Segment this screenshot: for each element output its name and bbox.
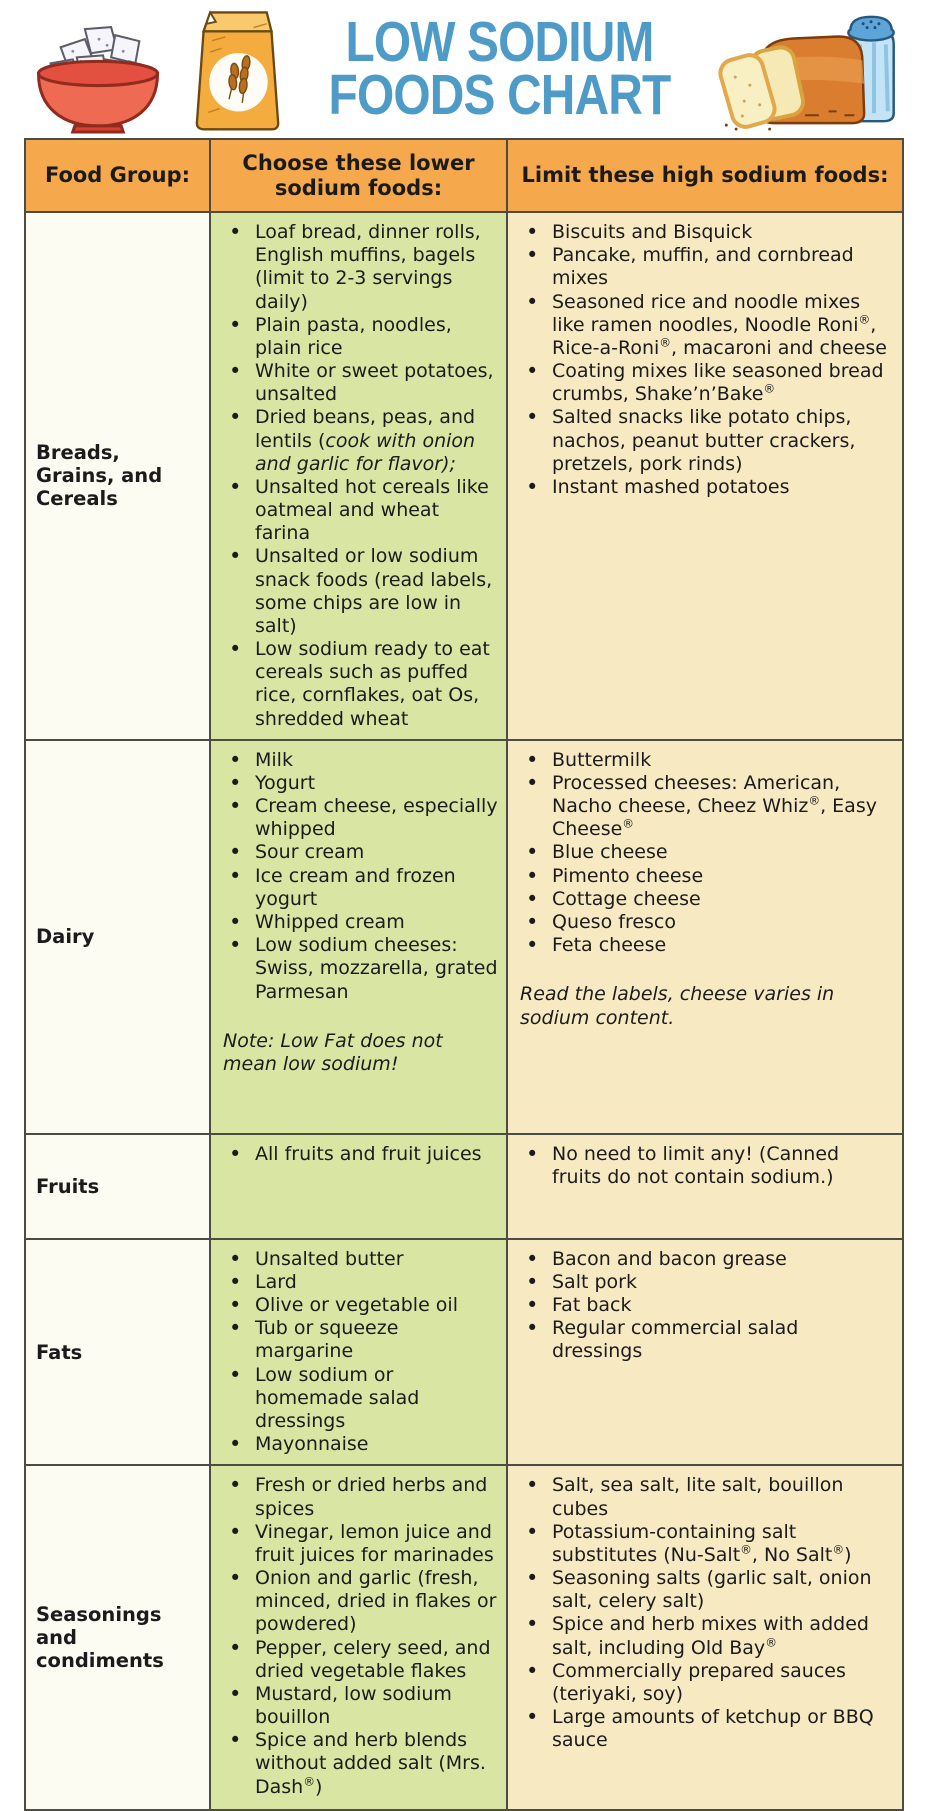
page-title bbox=[328, 10, 671, 127]
list-item: • Unsalted hot cereals like oatmeal and wheat farina bbox=[215, 476, 502, 546]
list-item: • Regular commercial salad dressings bbox=[512, 1317, 898, 1363]
list-item: • Onion and garlic (fresh, minced, dried in flakes or powdered) bbox=[215, 1567, 502, 1637]
list-item: • Lard bbox=[215, 1271, 502, 1294]
list-item: • Dried beans, peas, and lentils (cook with onion and garlic for flavor); bbox=[215, 406, 502, 476]
limit-foods-cell bbox=[507, 212, 903, 740]
food-group-cell bbox=[25, 1465, 210, 1810]
choose-foods-list bbox=[215, 221, 502, 731]
choose-foods-list bbox=[215, 1143, 502, 1166]
list-item: • Processed cheeses: American, Nacho cheese, Cheez Whiz®, Easy Cheese® bbox=[512, 772, 898, 842]
flour-bag-icon bbox=[180, 3, 296, 135]
header-limit: Limit these high sodium foods: bbox=[507, 139, 903, 212]
limit-foods-cell bbox=[507, 1134, 903, 1239]
list-item: • No need to limit any! (Canned fruits do not contain sodium.) bbox=[512, 1143, 898, 1189]
list-item: • Seasoned rice and noodle mixes like ramen noodles, Noodle Roni®, Rice-a-Roni®, macaroni and cheese bbox=[512, 291, 898, 361]
list-item: • Coating mixes like seasoned bread crumbs, Shake’n’Bake® bbox=[512, 360, 898, 406]
choose-foods-note: Note: Low Fat does not mean low sodium! bbox=[223, 1029, 443, 1075]
choose-foods-cell bbox=[210, 1239, 507, 1466]
list-item: • Cottage cheese bbox=[512, 888, 898, 911]
list-item: • Fresh or dried herbs and spices bbox=[215, 1474, 502, 1520]
choose-foods-cell bbox=[210, 740, 507, 1134]
header-choose: Choose these lower sodium foods: bbox=[210, 139, 507, 212]
bread-and-salt-illustration bbox=[703, 5, 915, 133]
list-item: • White or sweet potatoes, unsalted bbox=[215, 360, 502, 406]
list-item: • Cream cheese, especially whipped bbox=[215, 795, 502, 841]
limit-foods-list bbox=[512, 749, 898, 958]
list-item: • Pancake, muffin, and cornbread mixes bbox=[512, 244, 898, 290]
list-item: • Commercially prepared sauces (teriyaki, soy) bbox=[512, 1660, 898, 1706]
list-item: • Fat back bbox=[512, 1294, 898, 1317]
food-group-label: Fats bbox=[36, 1340, 83, 1364]
list-item: • Mustard, low sodium bouillon bbox=[215, 1683, 502, 1729]
food-group-cell bbox=[25, 1239, 210, 1466]
list-item: • Buttermilk bbox=[512, 749, 898, 772]
choose-foods-cell bbox=[210, 1134, 507, 1239]
list-item: • Seasoning salts (garlic salt, onion salt, celery salt) bbox=[512, 1567, 898, 1613]
food-group-cell bbox=[25, 1134, 210, 1239]
list-item: • Bacon and bacon grease bbox=[512, 1248, 898, 1271]
limit-foods-list bbox=[512, 1143, 898, 1189]
left-illustrations bbox=[22, 3, 296, 135]
sugar-bowl-icon bbox=[22, 19, 174, 135]
list-item: • All fruits and fruit juices bbox=[215, 1143, 502, 1166]
title-line-1: LOW SODIUM bbox=[345, 10, 654, 74]
list-item: • Biscuits and Bisquick bbox=[512, 221, 898, 244]
limit-foods-cell bbox=[507, 740, 903, 1134]
limit-foods-cell bbox=[507, 1239, 903, 1466]
low-sodium-foods-table bbox=[24, 138, 904, 1811]
list-item: • Yogurt bbox=[215, 772, 502, 795]
food-group-label: Seasonings and condiments bbox=[36, 1603, 164, 1673]
table-row bbox=[25, 1134, 903, 1239]
food-group-cell bbox=[25, 212, 210, 740]
list-item: • Pepper, celery seed, and dried vegetable flakes bbox=[215, 1637, 502, 1683]
list-item: • Low sodium ready to eat cereals such as puffed rice, cornflakes, oat Os, shredded wheat bbox=[215, 638, 502, 731]
list-item: • Queso fresco bbox=[512, 911, 898, 934]
table-header-row bbox=[25, 139, 903, 212]
list-item: • Instant mashed potatoes bbox=[512, 476, 898, 499]
page-header bbox=[0, 0, 928, 134]
right-illustrations bbox=[703, 5, 915, 133]
list-item: • Olive or vegetable oil bbox=[215, 1294, 502, 1317]
list-item: • Tub or squeeze margarine bbox=[215, 1317, 502, 1363]
list-item: • Salt pork bbox=[512, 1271, 898, 1294]
choose-foods-list bbox=[215, 1474, 502, 1798]
food-group-cell bbox=[25, 740, 210, 1134]
list-item: • Loaf bread, dinner rolls, English muffins, bagels (limit to 2-3 servings daily) bbox=[215, 221, 502, 314]
list-item: • Whipped cream bbox=[215, 911, 502, 934]
list-item: • Plain pasta, noodles, plain rice bbox=[215, 314, 502, 360]
table-row bbox=[25, 1239, 903, 1466]
list-item: • Large amounts of ketchup or BBQ sauce bbox=[512, 1706, 898, 1752]
list-item: • Salt, sea salt, lite salt, bouillon cubes bbox=[512, 1474, 898, 1520]
choose-foods-list bbox=[215, 1248, 502, 1457]
choose-foods-cell bbox=[210, 1465, 507, 1810]
choose-foods-list bbox=[215, 749, 502, 1004]
list-item: • Sour cream bbox=[215, 841, 502, 864]
table-body bbox=[25, 212, 903, 1810]
food-group-label: Breads, Grains, and Cereals bbox=[36, 441, 163, 511]
list-item: • Blue cheese bbox=[512, 841, 898, 864]
list-item: • Spice and herb mixes with added salt, including Old Bay® bbox=[512, 1613, 898, 1659]
table-row bbox=[25, 1465, 903, 1810]
limit-foods-note: Read the labels, cheese varies in sodium content. bbox=[520, 983, 835, 1029]
list-item: • Mayonnaise bbox=[215, 1433, 502, 1456]
list-item: • Spice and herb blends without added salt (Mrs. Dash®) bbox=[215, 1729, 502, 1799]
list-item: • Milk bbox=[215, 749, 502, 772]
header-food-group: Food Group: bbox=[25, 139, 210, 212]
list-item: • Potassium-containing salt substitutes (Nu-Salt®, No Salt®) bbox=[512, 1521, 898, 1567]
list-item: • Low sodium cheeses: Swiss, mozzarella, grated Parmesan bbox=[215, 934, 502, 1004]
table-row bbox=[25, 740, 903, 1134]
list-item: • Ice cream and frozen yogurt bbox=[215, 865, 502, 911]
list-item: • Unsalted or low sodium snack foods (read labels, some chips are low in salt) bbox=[215, 545, 502, 638]
limit-foods-list bbox=[512, 1248, 898, 1364]
list-item: • Vinegar, lemon juice and fruit juices for marinades bbox=[215, 1521, 502, 1567]
food-group-label: Fruits bbox=[36, 1174, 100, 1198]
bread-icon bbox=[717, 37, 864, 131]
limit-foods-list bbox=[512, 1474, 898, 1752]
list-item: • Unsalted butter bbox=[215, 1248, 502, 1271]
limit-foods-list bbox=[512, 221, 898, 499]
food-group-label: Dairy bbox=[36, 925, 95, 949]
table-row bbox=[25, 212, 903, 740]
limit-foods-cell bbox=[507, 1465, 903, 1810]
title-line-2: FOODS CHART bbox=[328, 63, 671, 127]
choose-foods-cell bbox=[210, 212, 507, 740]
list-item: • Salted snacks like potato chips, nachos, peanut butter crackers, pretzels, pork rinds) bbox=[512, 406, 898, 476]
list-item: • Feta cheese bbox=[512, 934, 898, 957]
list-item: • Low sodium or homemade salad dressings bbox=[215, 1364, 502, 1434]
list-item: • Pimento cheese bbox=[512, 865, 898, 888]
